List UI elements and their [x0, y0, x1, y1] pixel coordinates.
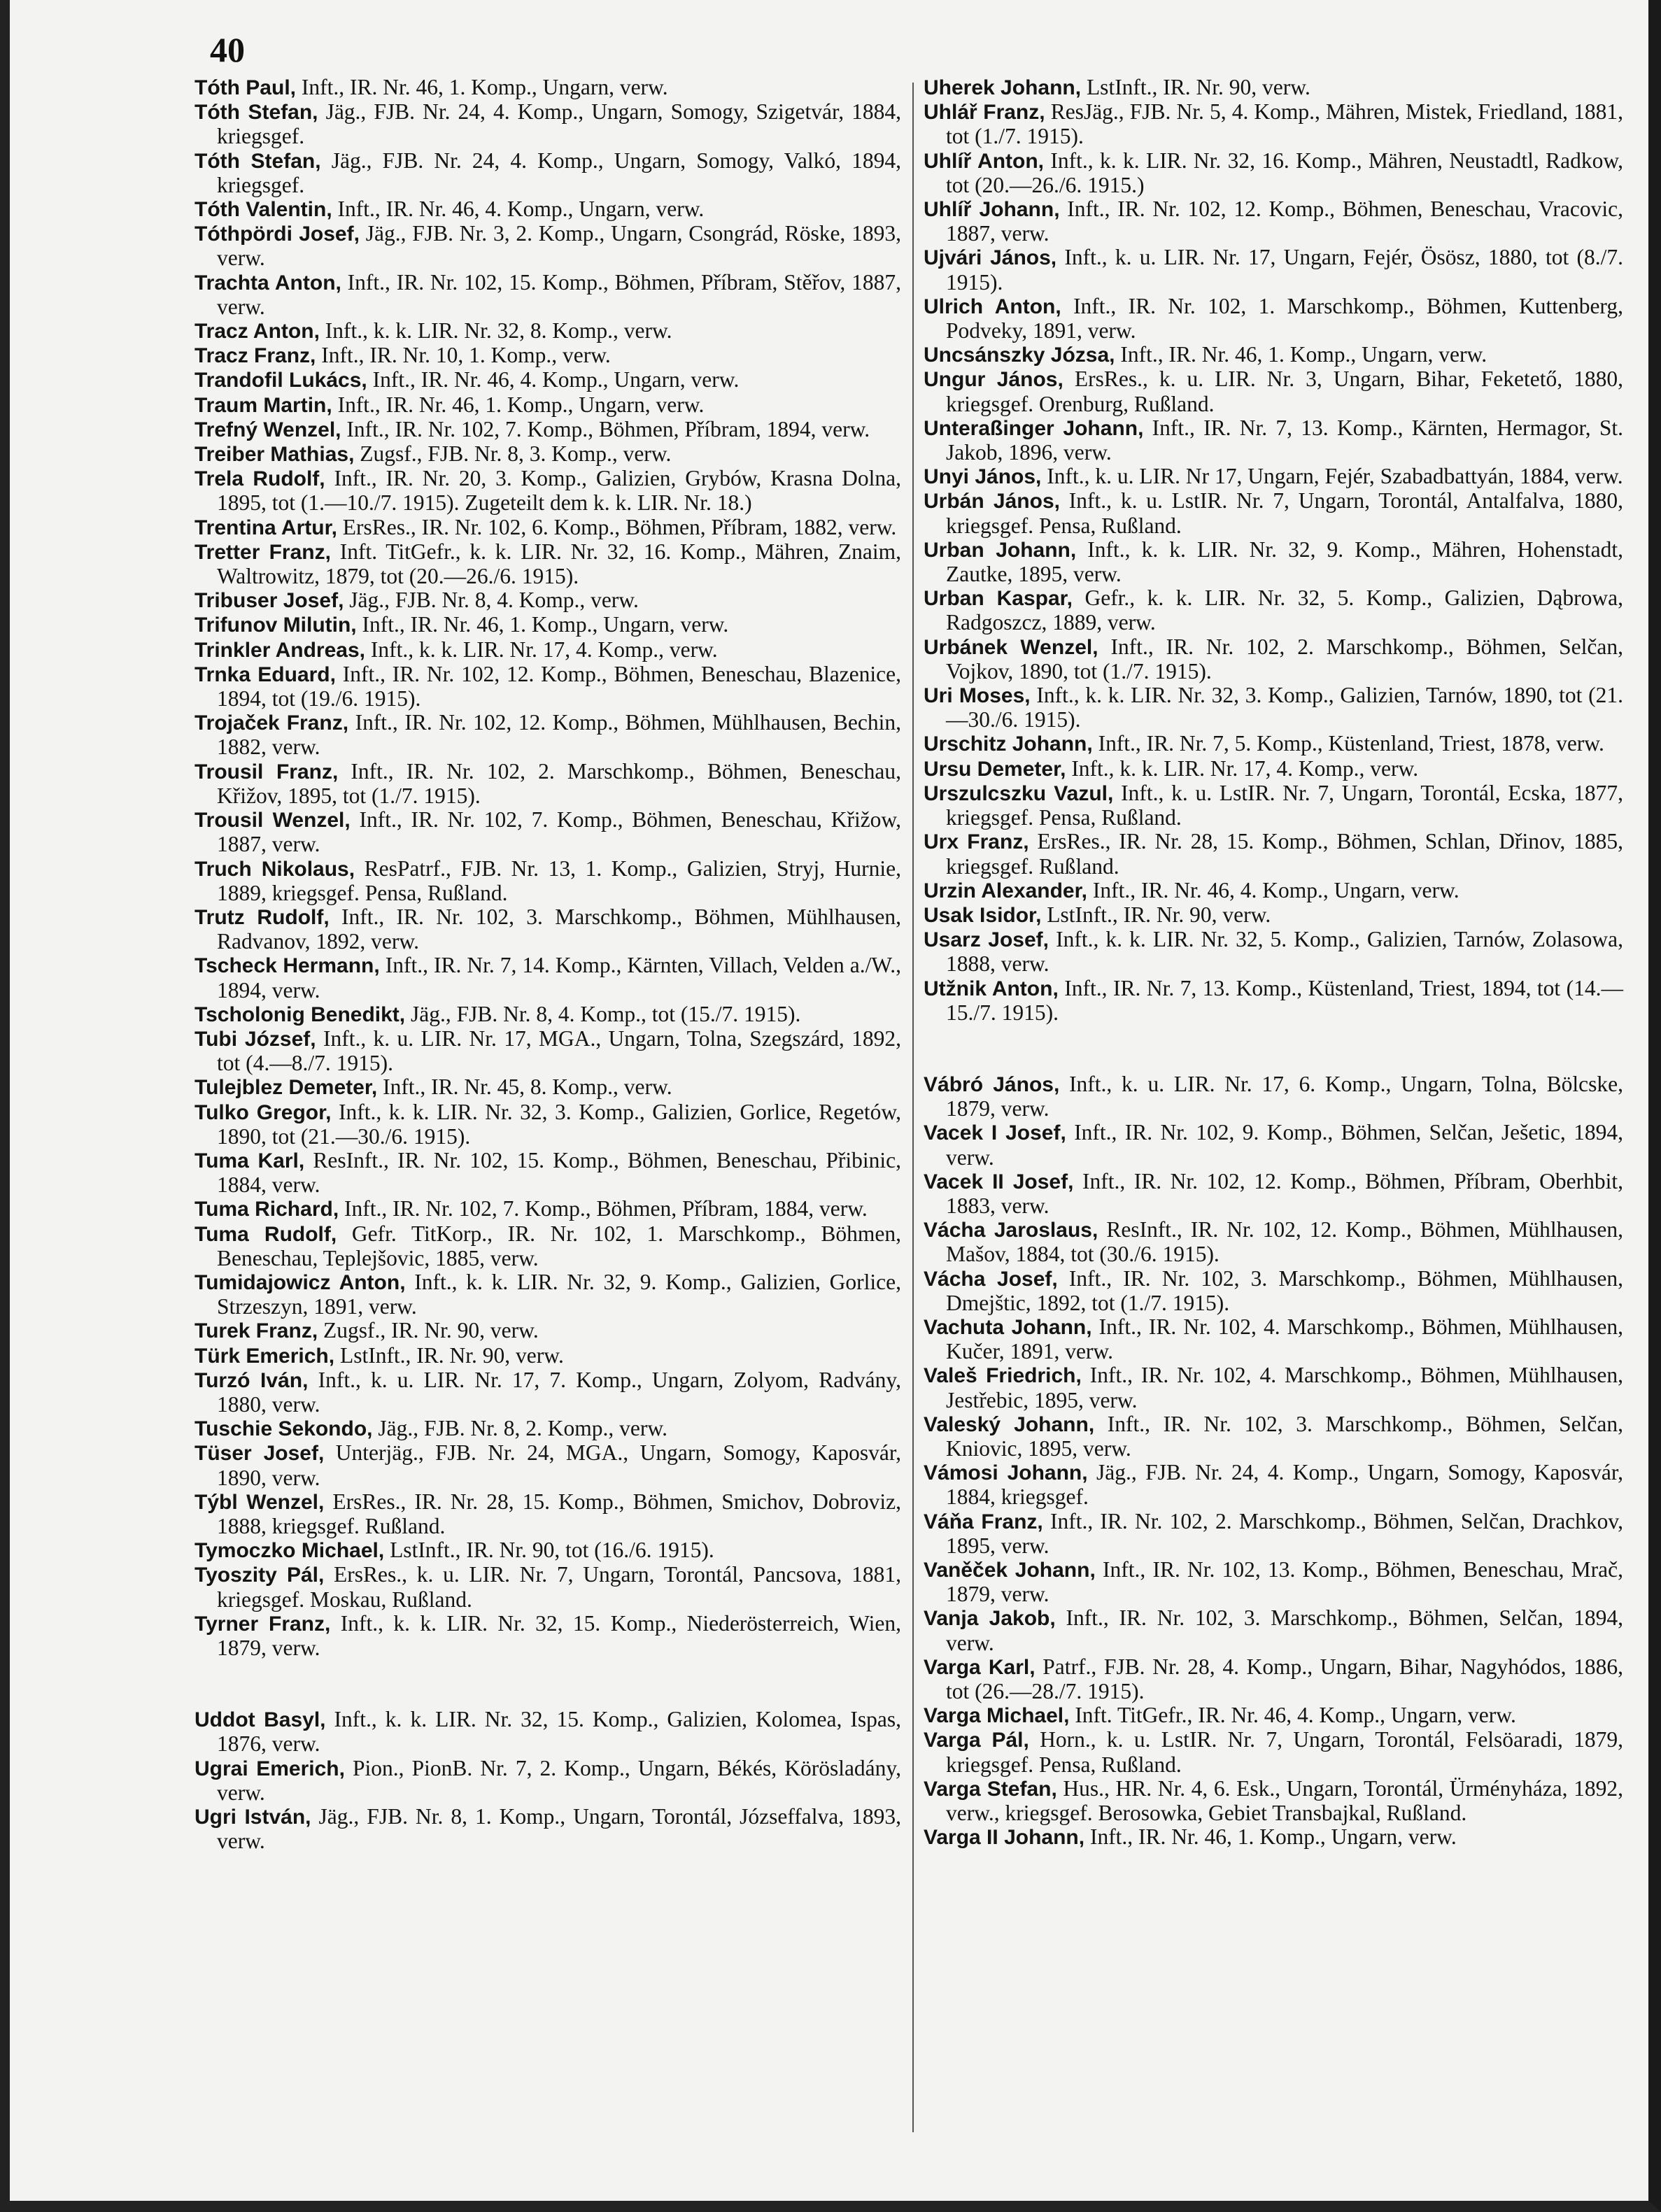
entry-details: Inft., k. k. LIR. Nr. 32, 8. Komp., verw.	[319, 318, 672, 343]
section-gap	[195, 1660, 901, 1708]
entry-name: Uhlář Franz,	[924, 101, 1045, 125]
section-gap	[924, 1025, 1623, 1072]
list-entry	[195, 711, 901, 759]
list-entry	[195, 662, 901, 711]
entry-details: Inft., IR. Nr. 7, 13. Komp., Kärnten, Hermagor, St. Jakob, 1896, verw.	[946, 415, 1623, 465]
list-entry	[924, 928, 1623, 976]
entry-name: Uncsánszky Józsa,	[924, 343, 1115, 367]
list-entry	[195, 149, 901, 197]
entry-details: LstInft., IR. Nr. 90, verw.	[334, 1342, 564, 1368]
entry-details: Pion., PionB. Nr. 7, 2. Komp., Ungarn, Békés, Körösladány, verw.	[217, 1755, 901, 1805]
entry-details: Inft., IR. Nr. 7, 13. Komp., Küstenland, Triest, 1894, tot (14.—15./7. 1915).	[946, 975, 1624, 1025]
entry-details: Inft., k. k. LIR. Nr. 32, 9. Komp., Mähren, Hohenstadt, Zautke, 1895, verw.	[946, 537, 1624, 587]
list-entry	[924, 1606, 1623, 1654]
entry-details: Inft., IR. Nr. 102, 3. Marschkomp., Böhmen, Mühlhausen, Dmejštic, 1892, tot (1./7. 1915).	[946, 1265, 1623, 1315]
entry-name: Urbánek Wenzel,	[924, 635, 1098, 659]
entry-details: Inft., IR. Nr. 7, 14. Komp., Kärnten, Villach, Velden a./W., 1894, verw.	[217, 953, 901, 1002]
list-entry	[195, 1222, 901, 1270]
entry-name: Tumidajowicz Anton,	[195, 1270, 406, 1294]
entry-name: Traum Martin,	[195, 393, 332, 417]
entry-name: Trachta Anton,	[195, 271, 341, 295]
entry-name: Treiber Mathias,	[195, 443, 355, 467]
list-entry	[195, 1344, 901, 1368]
entry-details: Jäg., FJB. Nr. 24, 4. Komp., Ungarn, Somogy, Kaposvár, 1884, kriegsgef.	[946, 1460, 1624, 1510]
entry-name: Tóthpördi Josef,	[195, 222, 360, 246]
list-entry	[924, 100, 1623, 148]
list-entry	[195, 467, 901, 515]
entry-name: Urzin Alexander,	[924, 879, 1087, 902]
entry-name: Vanja Jakob,	[924, 1607, 1056, 1631]
list-entry	[924, 367, 1623, 416]
list-entry	[195, 905, 901, 953]
entry-name: Tyoszity Pál,	[195, 1564, 325, 1587]
entry-details: Inft., IR. Nr. 102, 3. Marschkomp., Böhmen, Selčan, Kniovic, 1895, verw.	[946, 1411, 1623, 1461]
entry-details: Inft., IR. Nr. 45, 8. Komp., verw.	[377, 1075, 672, 1100]
list-entry	[924, 1558, 1623, 1606]
list-entry	[924, 903, 1623, 928]
list-entry	[924, 246, 1623, 294]
entry-name: Trnka Eduard,	[195, 662, 336, 686]
list-entry	[195, 442, 901, 467]
entry-details: Horn., k. u. LstIR. Nr. 7, Ungarn, Torontál, Felsöaradi, 1879, kriegsgef. Pensa, Rußland.	[946, 1727, 1623, 1777]
entry-name: Trousil Wenzel,	[195, 809, 351, 832]
list-entry	[195, 1270, 901, 1319]
entry-name: Usarz Josef,	[924, 928, 1049, 952]
list-entry	[924, 1728, 1623, 1776]
entry-details: Inft., IR. Nr. 46, 1. Komp., Ungarn, verw.	[332, 392, 705, 417]
list-entry	[924, 1461, 1623, 1509]
list-entry	[195, 76, 901, 100]
entry-details: Inft., k. k. LIR. Nr. 32, 3. Komp., Galizien, Tarnów, 1890, tot (21.—30./6. 1915).	[946, 683, 1624, 732]
entry-name: Uherek Johann,	[924, 76, 1082, 99]
entry-name: Trefný Wenzel,	[195, 418, 341, 441]
entry-details: Inft., IR. Nr. 46, 1. Komp., Ungarn, verw.	[296, 75, 668, 99]
entry-details: Inft., IR. Nr. 46, 4. Komp., Ungarn, verw.	[1087, 877, 1459, 902]
entry-details: Gefr., k. k. LIR. Nr. 32, 5. Komp., Galizien, Dąbrowa, Radgoszcz, 1889, verw.	[946, 586, 1623, 635]
entry-name: Utžnik Anton,	[924, 977, 1059, 1000]
entry-name: Valeš Friedrich,	[924, 1364, 1082, 1388]
list-entry	[195, 540, 901, 588]
column-divider	[912, 83, 914, 2132]
entry-details: Inft., IR. Nr. 102, 2. Marschkomp., Böhmen, Beneschau, Křižov, 1895, tot (1./7. 1915).	[217, 758, 902, 808]
entry-details: Inft. TitGefr., k. k. LIR. Nr. 32, 16. Komp., Mähren, Znaim, Waltrowitz, 1879, tot (20.—26./6. 1915).	[217, 539, 901, 589]
entry-name: Turek Franz,	[195, 1319, 318, 1343]
entry-details: Inft., k. u. LstIR. Nr. 7, Ungarn, Torontál, Antalfalva, 1880, kriegsgef. Pensa, Rußland.	[946, 488, 1623, 538]
entry-name: Varga Michael,	[924, 1704, 1070, 1728]
list-entry	[195, 1563, 901, 1611]
entry-name: Tscholonig Benedikt,	[195, 1002, 406, 1026]
list-entry	[195, 1538, 901, 1563]
list-entry	[195, 418, 901, 442]
entry-details: Inft., k. k. LIR. Nr. 32, 15. Komp., Niederösterreich, Wien, 1879, verw.	[217, 1610, 901, 1660]
entry-name: Ungur János,	[924, 368, 1063, 392]
entry-details: Inft., IR. Nr. 102, 7. Komp., Böhmen, Příbram, 1894, verw.	[341, 416, 870, 441]
entry-details: Zugsf., IR. Nr. 90, verw.	[318, 1318, 539, 1343]
list-entry	[924, 1825, 1623, 1850]
entry-name: Vacek II Josef,	[924, 1170, 1074, 1193]
entry-details: Inft., k. k. LIR. Nr. 32, 9. Komp., Galizien, Gorlice, Strzeszyn, 1891, verw.	[217, 1269, 901, 1319]
entry-name: Valeský Johann,	[924, 1412, 1095, 1436]
entry-name: Tymoczko Michael,	[195, 1539, 385, 1563]
entry-name: Ursu Demeter,	[924, 757, 1066, 781]
entry-name: Týbl Wenzel,	[195, 1490, 325, 1514]
list-entry	[924, 295, 1623, 343]
entry-details: Inft. TitGefr., IR. Nr. 46, 4. Komp., Ungarn, verw.	[1069, 1703, 1516, 1728]
entry-name: Tulko Gregor,	[195, 1100, 332, 1124]
entry-details: Jäg., FJB. Nr. 8, 1. Komp., Ungarn, Torontál, Józseffalva, 1893, verw.	[217, 1804, 901, 1854]
entry-name: Trela Rudolf,	[195, 467, 325, 491]
entry-name: Tuschie Sekondo,	[195, 1417, 373, 1441]
entry-details: Hus., HR. Nr. 4, 6. Esk., Ungarn, Torontál, Ürményháza, 1892, verw., kriegsgef. Berosowka, Gebiet Transbajkal, Rußland.	[946, 1775, 1623, 1826]
entry-details: Jäg., FJB. Nr. 8, 4. Komp., tot (15./7. 1915).	[405, 1001, 801, 1026]
entry-details: Inft., IR. Nr. 102, 12. Komp., Böhmen, Beneschau, Vracovic, 1887, verw.	[946, 197, 1623, 246]
list-entry	[195, 319, 901, 343]
entry-details: Inft., k. k. LIR. Nr. 17, 4. Komp., verw.	[1066, 756, 1419, 781]
entry-details: Zugsf., FJB. Nr. 8, 3. Komp., verw.	[354, 441, 672, 467]
list-entry	[195, 222, 901, 270]
entry-name: Ujvári János,	[924, 246, 1057, 270]
list-entry	[924, 683, 1623, 732]
entry-name: Tyrner Franz,	[195, 1612, 331, 1636]
entry-name: Tuma Karl,	[195, 1149, 305, 1172]
entry-details: ResInft., IR. Nr. 102, 12. Komp., Böhmen, Mühlhausen, Mašov, 1884, tot (30./6. 1915).	[946, 1217, 1623, 1267]
entry-details: ResPatrf., FJB. Nr. 13, 1. Komp., Galizien, Stryj, Hurnie, 1889, kriegsgef. Pensa, Rußland.	[217, 856, 902, 905]
list-entry	[195, 1417, 901, 1441]
list-entry	[924, 1412, 1623, 1461]
entry-details: Inft., IR. Nr. 102, 3. Marschkomp., Böhmen, Selčan, 1894, verw.	[946, 1605, 1623, 1655]
list-entry	[924, 1121, 1623, 1169]
list-entry	[924, 416, 1623, 465]
list-entry	[924, 1072, 1623, 1121]
entry-details: LstInft., IR. Nr. 90, verw.	[1041, 902, 1271, 927]
list-entry	[195, 1100, 901, 1149]
list-entry	[195, 1441, 901, 1489]
list-entry	[924, 465, 1623, 489]
left-column	[195, 76, 901, 1853]
list-entry	[195, 197, 901, 222]
entry-details: Inft., IR. Nr. 102, 2. Marschkomp., Böhmen, Selčan, Drachkov, 1895, verw.	[946, 1508, 1623, 1558]
list-entry	[195, 1319, 901, 1343]
entry-details: Inft., IR. Nr. 102, 3. Marschkomp., Böhmen, Mühlhausen, Radvanov, 1892, verw.	[217, 904, 901, 954]
list-entry	[195, 1490, 901, 1538]
entry-details: Inft., IR. Nr. 102, 2. Marschkomp., Böhmen, Selčan, Vojkov, 1890, tot (1./7. 1915).	[946, 634, 1623, 683]
entry-details: Inft., IR. Nr. 102, 7. Komp., Böhmen, Beneschau, Křižow, 1887, verw.	[217, 807, 902, 857]
entry-details: Jäg., FJB. Nr. 8, 2. Komp., verw.	[372, 1416, 667, 1441]
entry-details: Jäg., FJB. Nr. 8, 4. Komp., verw.	[344, 588, 639, 613]
entry-details: ResInft., IR. Nr. 102, 15. Komp., Böhmen, Beneschau, Přibinic, 1884, verw.	[217, 1147, 901, 1198]
entry-name: Uhlíř Johann,	[924, 198, 1060, 222]
list-entry	[924, 149, 1623, 197]
entry-name: Trifunov Milutin,	[195, 614, 357, 637]
list-entry	[924, 1777, 1623, 1825]
list-entry	[195, 953, 901, 1002]
entry-details: Jäg., FJB. Nr. 24, 4. Komp., Ungarn, Somogy, Valkó, 1894, kriegsgef.	[217, 148, 901, 197]
list-entry	[195, 1368, 901, 1417]
entry-details: Inft., IR. Nr. 46, 1. Komp., Ungarn, verw.	[356, 612, 729, 637]
list-entry	[924, 1510, 1623, 1558]
entry-name: Turzó Iván,	[195, 1368, 309, 1392]
list-entry	[924, 538, 1623, 586]
entry-name: Vácha Josef,	[924, 1267, 1058, 1291]
entry-name: Tóth Stefan,	[195, 149, 321, 173]
entry-details: Inft., IR. Nr. 7, 5. Komp., Küstenland, Triest, 1878, verw.	[1092, 731, 1604, 756]
entry-details: ResJäg., FJB. Nr. 5, 4. Komp., Mähren, Mistek, Friedland, 1881, tot (1./7. 1915).	[946, 99, 1623, 149]
entry-name: Trojaček Franz,	[195, 711, 349, 735]
entry-group-v	[924, 1072, 1623, 1850]
entry-name: Váňa Franz,	[924, 1510, 1043, 1533]
entry-name: Ugrai Emerich,	[195, 1757, 345, 1780]
list-entry	[195, 1002, 901, 1027]
entry-name: Tuma Richard,	[195, 1198, 339, 1221]
list-entry	[924, 635, 1623, 683]
entry-name: Tribuser Josef,	[195, 589, 344, 613]
page-number: 40	[210, 30, 245, 69]
list-entry	[924, 879, 1623, 903]
list-entry	[195, 1075, 901, 1100]
entry-details: LstInft., IR. Nr. 90, verw.	[1081, 75, 1310, 99]
entry-details: Inft., IR. Nr. 102, 4. Marschkomp., Böhmen, Mühlhausen, Kučer, 1891, verw.	[946, 1314, 1623, 1364]
entry-group-u-continued	[924, 76, 1623, 1025]
entry-details: Inft., IR. Nr. 102, 12. Komp., Böhmen, Mühlhausen, Bechin, 1882, verw.	[217, 710, 901, 760]
list-entry	[924, 343, 1623, 367]
entry-group-t	[195, 76, 901, 1660]
entry-details: Inft., k. k. LIR. Nr. 32, 15. Komp., Galizien, Kolomea, Ispas, 1876, verw.	[217, 1707, 902, 1757]
list-entry	[924, 757, 1623, 781]
entry-name: Urbán János,	[924, 490, 1060, 513]
entry-details: Inft., IR. Nr. 102, 15. Komp., Böhmen, Příbram, Stěřov, 1887, verw.	[217, 269, 902, 319]
entry-name: Vábró János,	[924, 1072, 1060, 1096]
entry-details: Patrf., FJB. Nr. 28, 4. Komp., Ungarn, Bihar, Nagyhódos, 1886, tot (26.—28./7. 1915).	[946, 1654, 1623, 1703]
entry-name: Varga II Johann,	[924, 1826, 1085, 1850]
list-entry	[924, 1363, 1623, 1412]
list-entry	[924, 1703, 1623, 1728]
entry-name: Vaněček Johann,	[924, 1558, 1096, 1582]
entry-details: LstInft., IR. Nr. 90, tot (16./6. 1915).	[384, 1538, 714, 1563]
list-entry	[195, 760, 901, 808]
list-entry	[924, 781, 1623, 830]
entry-details: Inft., IR. Nr. 102, 9. Komp., Böhmen, Selčan, Ješetic, 1894, verw.	[946, 1120, 1623, 1170]
list-entry	[924, 1218, 1623, 1266]
entry-details: Inft., k. u. LIR. Nr. 17, 6. Komp., Ungarn, Tolna, Bölcske, 1879, verw.	[946, 1071, 1623, 1121]
list-entry	[195, 1708, 901, 1756]
list-entry	[195, 1149, 901, 1197]
entry-details: ErsRes., k. u. LIR. Nr. 7, Ungarn, Torontál, Pancsova, 1881, kriegsgef. Moskau, Rußland.	[217, 1562, 901, 1612]
entry-name: Varga Karl,	[924, 1655, 1036, 1679]
right-column	[924, 76, 1623, 1850]
list-entry	[195, 516, 901, 540]
entry-details: Inft., k. k. LIR. Nr. 32, 16. Komp., Mähren, Neustadtl, Radkow, tot (20.—26./6. 1915.)	[946, 148, 1623, 197]
entry-name: Uri Moses,	[924, 684, 1031, 708]
entry-details: Inft., IR. Nr. 46, 4. Komp., Ungarn, verw.	[367, 367, 740, 392]
entry-name: Urban Kaspar,	[924, 587, 1073, 611]
entry-name: Ugri István,	[195, 1806, 311, 1829]
list-entry	[195, 638, 901, 662]
entry-details: Inft., k. k. LIR. Nr. 32, 3. Komp., Galizien, Gorlice, Regetów, 1890, tot (21.—30./6. 1915).	[217, 1099, 901, 1149]
entry-details: Inft., IR. Nr. 46, 1. Komp., Ungarn, verw.	[1084, 1824, 1457, 1850]
entry-details: Inft., IR. Nr. 102, 4. Marschkomp., Böhmen, Mühlhausen, Jestřebic, 1895, verw.	[946, 1363, 1623, 1412]
entry-name: Urx Franz,	[924, 830, 1029, 854]
list-entry	[195, 588, 901, 613]
entry-details: Inft., IR. Nr. 46, 4. Komp., Ungarn, verw.	[332, 197, 705, 222]
entry-name: Vácha Jaroslaus,	[924, 1219, 1098, 1242]
entry-details: Inft., k. k. LIR. Nr. 17, 4. Komp., verw.	[365, 637, 718, 662]
entry-details: Unterjäg., FJB. Nr. 24, MGA., Ungarn, Somogy, Kaposvár, 1890, verw.	[217, 1440, 902, 1490]
entry-name: Vacek I Josef,	[924, 1121, 1066, 1145]
entry-details: Inft., IR. Nr. 10, 1. Komp., verw.	[316, 343, 611, 368]
entry-name: Trinkler Andreas,	[195, 638, 365, 662]
entry-name: Trandofil Lukács,	[195, 369, 367, 392]
entry-details: Inft., k. u. LIR. Nr. 17, Ungarn, Fejér, Ösösz, 1880, tot (8./7. 1915).	[946, 245, 1623, 295]
entry-name: Trousil Franz,	[195, 760, 339, 784]
list-entry	[195, 1757, 901, 1805]
entry-name: Tóth Valentin,	[195, 198, 332, 222]
entry-name: Tracz Anton,	[195, 320, 320, 343]
entry-name: Trentina Artur,	[195, 516, 337, 539]
list-entry	[195, 613, 901, 637]
list-entry	[924, 732, 1623, 756]
list-entry	[195, 1805, 901, 1853]
entry-name: Türk Emerich,	[195, 1344, 335, 1368]
entry-name: Tulejblez Demeter,	[195, 1076, 378, 1100]
entry-name: Urschitz Johann,	[924, 732, 1093, 756]
entry-details: Jäg., FJB. Nr. 24, 4. Komp., Ungarn, Somogy, Szigetvár, 1884, kriegsgef.	[217, 99, 901, 149]
list-entry	[924, 1267, 1623, 1315]
entry-details: Inft., k. u. LIR. Nr. 17, MGA., Ungarn, Tolna, Szegszárd, 1892, tot (4.—8./7. 1915).	[217, 1026, 901, 1076]
list-entry	[924, 489, 1623, 537]
entry-name: Unyi János,	[924, 465, 1042, 489]
list-entry	[924, 830, 1623, 878]
entry-name: Truch Nikolaus,	[195, 857, 355, 881]
entry-group-u	[195, 1708, 901, 1853]
entry-details: ErsRes., IR. Nr. 28, 15. Komp., Böhmen, Schlan, Dřinov, 1885, kriegsgef. Rußland.	[946, 829, 1623, 879]
list-entry	[195, 857, 901, 905]
list-entry	[924, 197, 1623, 246]
entry-name: Vámosi Johann,	[924, 1461, 1088, 1485]
list-entry	[195, 271, 901, 319]
entry-name: Tóth Paul,	[195, 76, 296, 99]
entry-details: Inft., k. u. LIR. Nr 17, Ungarn, Fejér, Szabadbattyán, 1884, verw.	[1041, 464, 1623, 489]
list-entry	[195, 1027, 901, 1075]
list-entry	[195, 100, 901, 148]
list-entry	[195, 393, 901, 418]
entry-name: Tubi József,	[195, 1027, 316, 1051]
list-entry	[195, 1197, 901, 1221]
entry-name: Urszulcszku Vazul,	[924, 781, 1114, 805]
entry-name: Tuma Rudolf,	[195, 1222, 337, 1246]
entry-details: Inft., IR. Nr. 46, 1. Komp., Ungarn, verw.	[1115, 342, 1487, 367]
entry-details: Inft., IR. Nr. 102, 7. Komp., Böhmen, Příbram, 1884, verw.	[339, 1196, 868, 1221]
list-entry	[924, 1655, 1623, 1703]
list-entry	[195, 808, 901, 856]
list-entry	[924, 1315, 1623, 1363]
list-entry	[195, 343, 901, 368]
entry-name: Varga Stefan,	[924, 1777, 1057, 1801]
list-entry	[924, 1170, 1623, 1218]
list-entry	[195, 1612, 901, 1660]
entry-name: Varga Pál,	[924, 1729, 1029, 1752]
entry-details: Inft., IR. Nr. 102, 12. Komp., Böhmen, Příbram, Oberhbit, 1883, verw.	[946, 1168, 1624, 1218]
entry-details: ErsRes., IR. Nr. 102, 6. Komp., Böhmen, Příbram, 1882, verw.	[337, 514, 897, 539]
entry-details: Gefr. TitKorp., IR. Nr. 102, 1. Marschkomp., Böhmen, Beneschau, Teplejšovic, 1885, verw.	[217, 1221, 902, 1270]
entry-name: Tscheck Hermann,	[195, 954, 380, 978]
entry-details: Inft., k. u. LIR. Nr. 17, 7. Komp., Ungarn, Zolyom, Radvány, 1880, verw.	[217, 1367, 901, 1417]
entry-details: Inft., IR. Nr. 102, 12. Komp., Böhmen, Beneschau, Blazenice, 1894, tot (19./6. 1915).	[217, 661, 901, 711]
entry-name: Tracz Franz,	[195, 344, 316, 368]
entry-name: Ulrich Anton,	[924, 295, 1061, 318]
entry-details: ErsRes., IR. Nr. 28, 15. Komp., Böhmen, Smichov, Dobroviz, 1888, kriegsgef. Rußland.	[217, 1489, 901, 1538]
list-entry	[924, 977, 1623, 1025]
entry-name: Tüser Josef,	[195, 1442, 325, 1466]
entry-details: Inft., IR. Nr. 102, 1. Marschkomp., Böhmen, Kuttenberg, Podveky, 1891, verw.	[946, 293, 1623, 343]
entry-details: Inft., k. k. LIR. Nr. 32, 5. Komp., Galizien, Tarnów, Zolasowa, 1888, verw.	[946, 927, 1624, 977]
entry-name: Uddot Basyl,	[195, 1708, 326, 1732]
entry-details: ErsRes., k. u. LIR. Nr. 3, Ungarn, Bihar, Feketető, 1880, kriegsgef. Orenburg, Rußland.	[946, 367, 1623, 416]
entry-name: Urban Johann,	[924, 538, 1077, 562]
list-entry	[924, 586, 1623, 634]
entry-details: Jäg., FJB. Nr. 3, 2. Komp., Ungarn, Csongrád, Röske, 1893, verw.	[217, 221, 901, 271]
entry-name: Usak Isidor,	[924, 903, 1042, 927]
entry-name: Unteraßinger Johann,	[924, 416, 1144, 440]
entry-name: Vachuta Johann,	[924, 1315, 1092, 1339]
entry-name: Tretter Franz,	[195, 540, 331, 564]
entry-name: Trutz Rudolf,	[195, 905, 330, 929]
entry-details: Inft., IR. Nr. 20, 3. Komp., Galizien, Grybów, Krasna Dolna, 1895, tot (1.—10./7. 1915). Zugeteilt dem k. k. LIR. Nr. 18.)	[217, 466, 902, 516]
entry-name: Uhlíř Anton,	[924, 149, 1045, 173]
entry-details: Inft., k. u. LstIR. Nr. 7, Ungarn, Torontál, Ecska, 1877, kriegsgef. Pensa, Rußland.	[946, 780, 1623, 830]
list-entry	[195, 368, 901, 392]
entry-name: Tóth Stefan,	[195, 101, 318, 125]
list-entry	[924, 76, 1623, 100]
entry-details: Inft., IR. Nr. 102, 13. Komp., Böhmen, Beneschau, Mrač, 1879, verw.	[946, 1557, 1623, 1607]
